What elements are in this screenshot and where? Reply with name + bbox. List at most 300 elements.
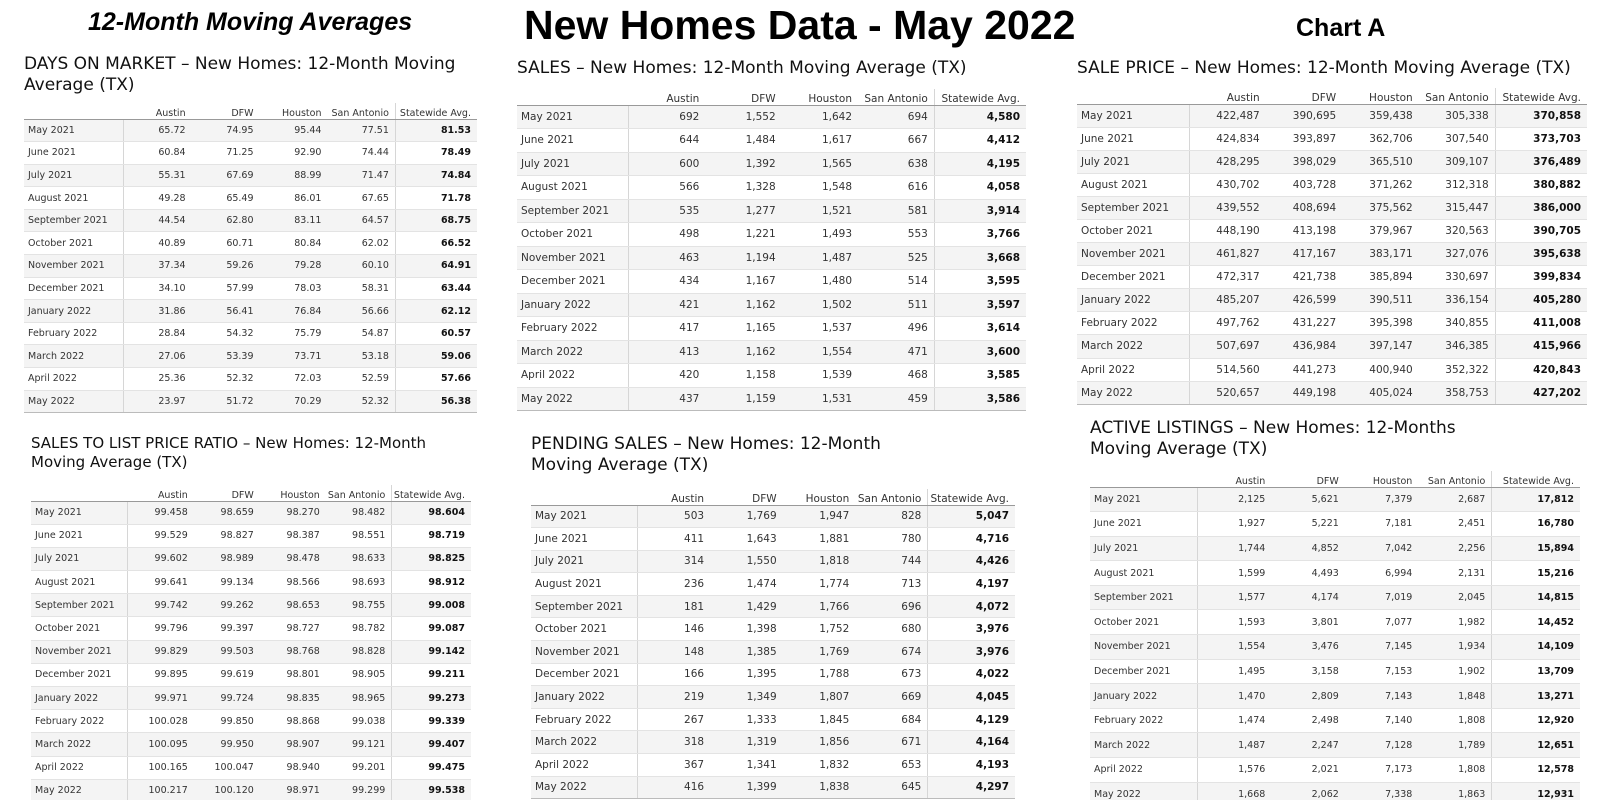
value-cell: 99.121: [326, 733, 392, 756]
value-cell: 1,552: [705, 105, 781, 129]
value-cell: 98.633: [326, 547, 392, 570]
value-cell: 1,769: [710, 505, 783, 528]
table-row: [531, 550, 1015, 573]
table-row: [1077, 219, 1587, 242]
month-cell: June 2021: [1077, 127, 1189, 150]
value-cell: 99.619: [194, 663, 260, 686]
statewide-avg-cell: 98.912: [392, 571, 471, 594]
value-cell: 393,897: [1266, 127, 1343, 150]
table-row: [1090, 708, 1580, 733]
month-cell: September 2021: [1090, 585, 1198, 610]
table-row: [31, 756, 471, 779]
value-cell: 379,967: [1342, 219, 1419, 242]
table-row: [531, 505, 1015, 528]
value-cell: 1,333: [710, 708, 783, 731]
month-cell: January 2022: [517, 293, 629, 317]
table-row: [31, 640, 471, 663]
statewide-avg-cell: 14,815: [1492, 585, 1580, 610]
month-cell: June 2021: [31, 524, 128, 547]
value-cell: 98.835: [260, 687, 326, 710]
value-cell: 436,984: [1266, 335, 1343, 358]
month-column-header: [531, 489, 637, 505]
value-cell: 2,131: [1418, 561, 1492, 586]
value-cell: 1,474: [710, 573, 783, 596]
value-cell: 1,818: [783, 550, 856, 573]
value-cell: 496: [858, 317, 934, 341]
table-row: [1090, 610, 1580, 635]
table-row: [24, 390, 477, 413]
value-cell: 148: [637, 641, 710, 664]
value-cell: 566: [629, 176, 705, 200]
value-cell: 1,484: [705, 129, 781, 153]
table-row: [1090, 487, 1580, 512]
statewide-avg-cell: 14,109: [1492, 635, 1580, 660]
month-cell: January 2022: [31, 687, 128, 710]
value-cell: 99.299: [326, 779, 392, 800]
column-header: Austin: [128, 485, 194, 501]
value-cell: 98.653: [260, 594, 326, 617]
month-cell: October 2021: [1077, 219, 1189, 242]
statewide-avg-cell: 78.49: [395, 142, 477, 165]
column-header: Houston: [1342, 88, 1419, 104]
month-cell: September 2021: [531, 595, 637, 618]
value-cell: 1,947: [783, 505, 856, 528]
table-header-row: [517, 89, 1026, 105]
statewide-avg-cell: 4,297: [928, 776, 1015, 799]
value-cell: 98.768: [260, 640, 326, 663]
value-cell: 671: [855, 731, 928, 754]
month-cell: February 2022: [531, 708, 637, 731]
month-cell: March 2022: [531, 731, 637, 754]
value-cell: 99.724: [194, 687, 260, 710]
table-row: [1077, 335, 1587, 358]
value-cell: 680: [855, 618, 928, 641]
statewide-avg-cell: 4,412: [934, 129, 1026, 153]
month-cell: December 2021: [1090, 659, 1198, 684]
value-cell: 56.66: [327, 300, 395, 323]
value-cell: 327,076: [1419, 243, 1496, 266]
value-cell: 1,774: [783, 573, 856, 596]
month-cell: April 2022: [1090, 758, 1198, 783]
value-cell: 1,848: [1418, 684, 1492, 709]
value-cell: 694: [858, 105, 934, 129]
days-on-market-table: [24, 103, 477, 413]
value-cell: 100.095: [128, 733, 194, 756]
table-row: [531, 641, 1015, 664]
value-cell: 463: [629, 246, 705, 270]
table-row: [517, 387, 1026, 411]
value-cell: 358,753: [1419, 381, 1496, 404]
month-cell: March 2022: [1077, 335, 1189, 358]
value-cell: 99.641: [128, 571, 194, 594]
value-cell: 398,029: [1266, 150, 1343, 173]
value-cell: 1,539: [782, 364, 858, 388]
value-cell: 471: [858, 340, 934, 364]
value-cell: 60.84: [124, 142, 192, 165]
statewide-avg-cell: 99.538: [392, 779, 471, 800]
statewide-avg-cell: 415,966: [1495, 335, 1587, 358]
value-cell: 5,221: [1271, 512, 1345, 537]
table-row: [517, 199, 1026, 223]
month-cell: September 2021: [517, 199, 629, 223]
statewide-avg-cell: 62.12: [395, 300, 477, 323]
value-cell: 181: [637, 595, 710, 618]
value-cell: 1,487: [782, 246, 858, 270]
statewide-avg-cell: 3,614: [934, 317, 1026, 341]
value-cell: 1,576: [1198, 758, 1272, 783]
sale-price-table: [1077, 88, 1587, 405]
table-row: [31, 617, 471, 640]
table-row: [1077, 266, 1587, 289]
statewide-avg-cell: 16,780: [1492, 512, 1580, 537]
column-header: DFW: [194, 485, 260, 501]
value-cell: 684: [855, 708, 928, 731]
value-cell: 439,552: [1189, 196, 1266, 219]
value-cell: 1,159: [705, 387, 781, 411]
month-cell: May 2021: [1090, 487, 1198, 512]
month-cell: February 2022: [517, 317, 629, 341]
value-cell: 674: [855, 641, 928, 664]
value-cell: 166: [637, 663, 710, 686]
month-cell: October 2021: [1090, 610, 1198, 635]
table-row: [531, 528, 1015, 551]
statewide-avg-cell: 12,920: [1492, 708, 1580, 733]
value-cell: 653: [855, 754, 928, 777]
table-row: [1090, 684, 1580, 709]
column-header: DFW: [1271, 471, 1345, 487]
statewide-avg-cell: 98.604: [392, 501, 471, 524]
column-header: DFW: [192, 103, 260, 119]
value-cell: 44.54: [124, 209, 192, 232]
table-row: [31, 571, 471, 594]
value-cell: 441,273: [1266, 358, 1343, 381]
statewide-avg-cell: 68.75: [395, 209, 477, 232]
value-cell: 1,565: [782, 152, 858, 176]
value-cell: 98.989: [194, 547, 260, 570]
month-cell: October 2021: [24, 232, 124, 255]
month-cell: June 2021: [24, 142, 124, 165]
month-cell: December 2021: [517, 270, 629, 294]
value-cell: 76.84: [260, 300, 328, 323]
value-cell: 1,392: [705, 152, 781, 176]
value-cell: 99.742: [128, 594, 194, 617]
month-cell: November 2021: [1077, 243, 1189, 266]
statewide-avg-cell: 12,578: [1492, 758, 1580, 783]
sale-price-title: SALE PRICE – New Homes: 12-Month Moving Average (TX): [1077, 58, 1571, 78]
table-row: [517, 152, 1026, 176]
statewide-avg-cell: 4,072: [928, 595, 1015, 618]
value-cell: 1,167: [705, 270, 781, 294]
value-cell: 65.72: [124, 119, 192, 142]
statewide-avg-cell: 56.38: [395, 390, 477, 413]
month-cell: July 2021: [31, 547, 128, 570]
value-cell: 430,702: [1189, 173, 1266, 196]
value-cell: 98.971: [260, 779, 326, 800]
sales-to-list-ratio-panel: [31, 434, 471, 800]
value-cell: 99.895: [128, 663, 194, 686]
value-cell: 413,198: [1266, 219, 1343, 242]
table-row: [531, 663, 1015, 686]
value-cell: 511: [858, 293, 934, 317]
value-cell: 86.01: [260, 187, 328, 210]
month-cell: October 2021: [31, 617, 128, 640]
value-cell: 420: [629, 364, 705, 388]
value-cell: 1,487: [1198, 733, 1272, 758]
value-cell: 507,697: [1189, 335, 1266, 358]
value-cell: 828: [855, 505, 928, 528]
column-header: Austin: [629, 89, 705, 105]
value-cell: 411: [637, 528, 710, 551]
value-cell: 7,128: [1345, 733, 1419, 758]
statewide-avg-cell: 99.475: [392, 756, 471, 779]
value-cell: 1,165: [705, 317, 781, 341]
month-cell: April 2022: [517, 364, 629, 388]
value-cell: 219: [637, 686, 710, 709]
value-cell: 1,495: [1198, 659, 1272, 684]
month-cell: March 2022: [517, 340, 629, 364]
value-cell: 497,762: [1189, 312, 1266, 335]
value-cell: 7,042: [1345, 536, 1419, 561]
month-cell: July 2021: [24, 164, 124, 187]
value-cell: 98.659: [194, 501, 260, 524]
month-cell: February 2022: [1090, 708, 1198, 733]
value-cell: 7,019: [1345, 585, 1419, 610]
value-cell: 1,808: [1418, 758, 1492, 783]
column-header: Statewide Avg.: [928, 489, 1015, 505]
statewide-avg-cell: 99.008: [392, 594, 471, 617]
value-cell: 146: [637, 618, 710, 641]
month-cell: February 2022: [1077, 312, 1189, 335]
value-cell: 77.51: [327, 119, 395, 142]
month-cell: August 2021: [24, 187, 124, 210]
value-cell: 3,476: [1271, 635, 1345, 660]
table-row: [24, 209, 477, 232]
value-cell: 673: [855, 663, 928, 686]
month-cell: July 2021: [517, 152, 629, 176]
value-cell: 1,398: [710, 618, 783, 641]
table-row: [31, 547, 471, 570]
statewide-avg-cell: 4,197: [928, 573, 1015, 596]
value-cell: 1,162: [705, 293, 781, 317]
column-header: Houston: [260, 103, 328, 119]
value-cell: 236: [637, 573, 710, 596]
value-cell: 83.11: [260, 209, 328, 232]
value-cell: 2,687: [1418, 487, 1492, 512]
value-cell: 98.566: [260, 571, 326, 594]
value-cell: 99.397: [194, 617, 260, 640]
value-cell: 23.97: [124, 390, 192, 413]
value-cell: 7,077: [1345, 610, 1419, 635]
table-row: [517, 317, 1026, 341]
statewide-avg-cell: 4,058: [934, 176, 1026, 200]
sale-price-panel: [1077, 58, 1587, 405]
statewide-avg-cell: 370,858: [1495, 104, 1587, 127]
month-cell: February 2022: [24, 322, 124, 345]
value-cell: 98.965: [326, 687, 392, 710]
month-cell: February 2022: [31, 710, 128, 733]
value-cell: 417: [629, 317, 705, 341]
value-cell: 60.10: [327, 255, 395, 278]
value-cell: 3,801: [1271, 610, 1345, 635]
month-cell: September 2021: [1077, 196, 1189, 219]
value-cell: 98.801: [260, 663, 326, 686]
pending-sales-table: [531, 489, 1015, 799]
value-cell: 1,385: [710, 641, 783, 664]
value-cell: 1,668: [1198, 782, 1272, 800]
table-row: [1077, 196, 1587, 219]
column-header: Statewide Avg.: [395, 103, 477, 119]
value-cell: 4,493: [1271, 561, 1345, 586]
value-cell: 98.727: [260, 617, 326, 640]
value-cell: 525: [858, 246, 934, 270]
table-header-row: [31, 485, 471, 501]
table-row: [531, 595, 1015, 618]
statewide-avg-cell: 57.66: [395, 368, 477, 391]
value-cell: 1,550: [710, 550, 783, 573]
value-cell: 498: [629, 223, 705, 247]
value-cell: 80.84: [260, 232, 328, 255]
value-cell: 397,147: [1342, 335, 1419, 358]
column-header: San Antonio: [855, 489, 928, 505]
statewide-avg-cell: 3,597: [934, 293, 1026, 317]
table-row: [31, 594, 471, 617]
value-cell: 320,563: [1419, 219, 1496, 242]
value-cell: 27.06: [124, 345, 192, 368]
column-header: San Antonio: [326, 485, 392, 501]
value-cell: 780: [855, 528, 928, 551]
table-row: [1077, 312, 1587, 335]
value-cell: 1,158: [705, 364, 781, 388]
table-row: [24, 142, 477, 165]
statewide-avg-cell: 81.53: [395, 119, 477, 142]
value-cell: 2,809: [1271, 684, 1345, 709]
value-cell: 1,221: [705, 223, 781, 247]
table-row: [24, 277, 477, 300]
table-row: [24, 345, 477, 368]
value-cell: 1,832: [783, 754, 856, 777]
value-cell: 7,379: [1345, 487, 1419, 512]
value-cell: 7,140: [1345, 708, 1419, 733]
value-cell: 520,657: [1189, 381, 1266, 404]
column-header: San Antonio: [1419, 88, 1496, 104]
value-cell: 1,162: [705, 340, 781, 364]
value-cell: 449,198: [1266, 381, 1343, 404]
table-row: [31, 779, 471, 800]
statewide-avg-cell: 3,976: [928, 618, 1015, 641]
month-cell: August 2021: [531, 573, 637, 596]
value-cell: 1,194: [705, 246, 781, 270]
value-cell: 645: [855, 776, 928, 799]
value-cell: 390,695: [1266, 104, 1343, 127]
value-cell: 1,502: [782, 293, 858, 317]
sales-to-list-ratio-table: [31, 485, 471, 800]
value-cell: 1,845: [783, 708, 856, 731]
column-header: Austin: [1189, 88, 1266, 104]
table-row: [531, 573, 1015, 596]
value-cell: 99.971: [128, 687, 194, 710]
active-listings-title: ACTIVE LISTINGS – New Homes: 12-Months Moving Average (TX): [1090, 418, 1456, 460]
value-cell: 309,107: [1419, 150, 1496, 173]
value-cell: 371,262: [1342, 173, 1419, 196]
month-column-header: [24, 103, 124, 119]
value-cell: 1,599: [1198, 561, 1272, 586]
month-cell: May 2021: [31, 501, 128, 524]
value-cell: 503: [637, 505, 710, 528]
month-cell: August 2021: [1090, 561, 1198, 586]
value-cell: 1,577: [1198, 585, 1272, 610]
value-cell: 2,021: [1271, 758, 1345, 783]
statewide-avg-cell: 71.78: [395, 187, 477, 210]
value-cell: 72.03: [260, 368, 328, 391]
statewide-avg-cell: 99.407: [392, 733, 471, 756]
table-row: [531, 776, 1015, 799]
pending-sales-panel: [531, 434, 1015, 799]
month-cell: June 2021: [517, 129, 629, 153]
value-cell: 2,451: [1418, 512, 1492, 537]
value-cell: 400,940: [1342, 358, 1419, 381]
table-row: [24, 300, 477, 323]
value-cell: 49.28: [124, 187, 192, 210]
statewide-avg-cell: 3,914: [934, 199, 1026, 223]
month-cell: March 2022: [24, 345, 124, 368]
month-cell: May 2022: [24, 390, 124, 413]
statewide-avg-cell: 4,716: [928, 528, 1015, 551]
value-cell: 7,143: [1345, 684, 1419, 709]
value-cell: 2,045: [1418, 585, 1492, 610]
value-cell: 78.03: [260, 277, 328, 300]
value-cell: 1,788: [783, 663, 856, 686]
value-cell: 57.99: [192, 277, 260, 300]
statewide-avg-cell: 386,000: [1495, 196, 1587, 219]
value-cell: 6,994: [1345, 561, 1419, 586]
table-row: [1077, 243, 1587, 266]
value-cell: 1,341: [710, 754, 783, 777]
value-cell: 67.69: [192, 164, 260, 187]
value-cell: 1,881: [783, 528, 856, 551]
statewide-avg-cell: 3,668: [934, 246, 1026, 270]
value-cell: 1,470: [1198, 684, 1272, 709]
month-cell: June 2021: [531, 528, 637, 551]
value-cell: 55.31: [124, 164, 192, 187]
value-cell: 1,480: [782, 270, 858, 294]
value-cell: 1,493: [782, 223, 858, 247]
value-cell: 4,852: [1271, 536, 1345, 561]
statewide-avg-cell: 15,216: [1492, 561, 1580, 586]
value-cell: 669: [855, 686, 928, 709]
table-row: [31, 524, 471, 547]
month-cell: May 2022: [1077, 381, 1189, 404]
value-cell: 485,207: [1189, 289, 1266, 312]
value-cell: 100.028: [128, 710, 194, 733]
month-cell: April 2022: [1077, 358, 1189, 381]
value-cell: 2,062: [1271, 782, 1345, 800]
value-cell: 616: [858, 176, 934, 200]
month-cell: October 2021: [531, 618, 637, 641]
table-row: [517, 293, 1026, 317]
column-header: Austin: [124, 103, 192, 119]
chart-label: Chart A: [1296, 14, 1386, 42]
value-cell: 99.602: [128, 547, 194, 570]
statewide-avg-cell: 12,931: [1492, 782, 1580, 800]
value-cell: 74.95: [192, 119, 260, 142]
value-cell: 459: [858, 387, 934, 411]
month-cell: July 2021: [531, 550, 637, 573]
value-cell: 461,827: [1189, 243, 1266, 266]
value-cell: 99.458: [128, 501, 194, 524]
column-header: San Antonio: [327, 103, 395, 119]
column-header: DFW: [705, 89, 781, 105]
statewide-avg-cell: 376,489: [1495, 150, 1587, 173]
